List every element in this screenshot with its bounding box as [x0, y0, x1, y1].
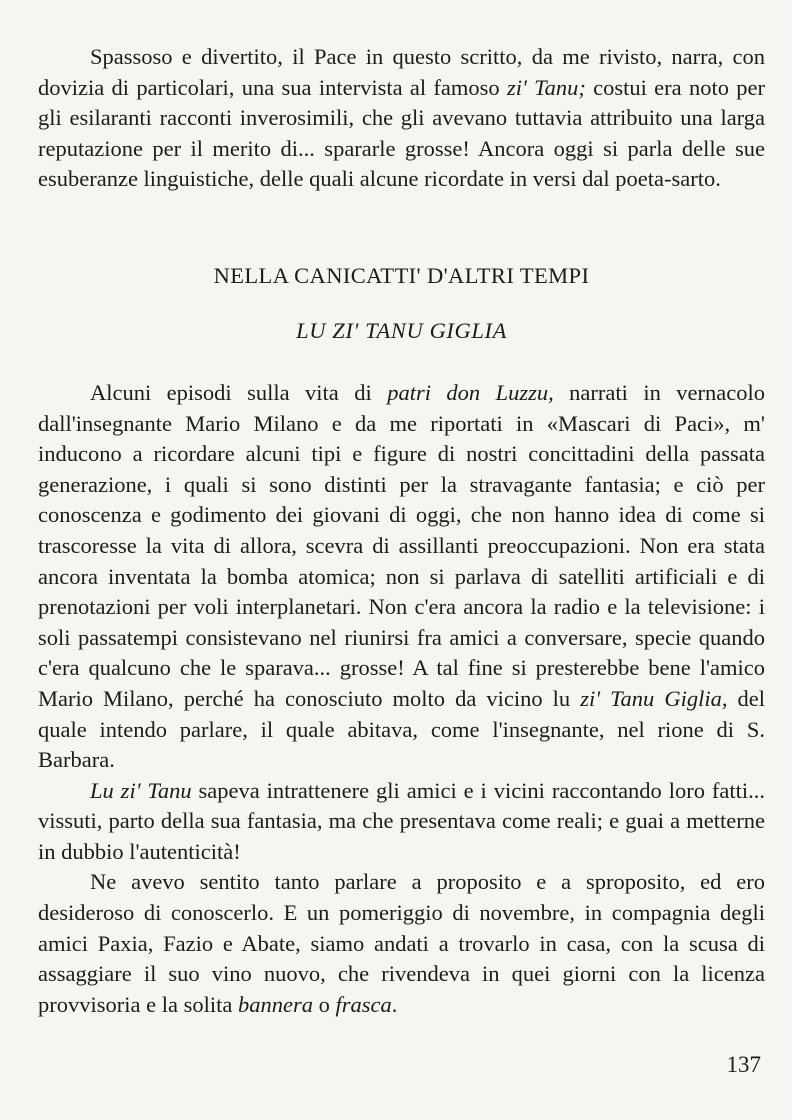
- paragraph-1: [38, 378, 765, 776]
- intro-name-italic: zi' Tanu;: [506, 74, 586, 100]
- p1-text-2: narrati in vernacolo dall'insegnante Mario Milano e da me riportati in «Mascari di Paci», m' inducono a ricordare alcuni tipi e figure di nostri concittadini della passata generazione, i quali si sono distinti per la stravagante fantasia; e ciò per conoscenza e godimento dei giovani di oggi, che non hanno idea di come si trascoresse la vita di allora, scevra di assillanti preoccupazioni. Non era stata ancora inventata la bomba atomica; non si parlava di satelliti artificiali e di prenotazioni per voli interplanetari. Non c'era ancora la radio e la televisione: i soli passatempi consistevano nel riunirsi fra amici a conversare, specie quando c'era qualcuno che le sparava... grosse! A tal fine si presterebbe bene l'amico Mario Milano, perché ha conosciuto molto da vicino lu: [38, 379, 765, 711]
- p2-text-1: sapeva intrattenere gli amici e i vicini raccontando loro fatti... vissuti, parto della sua fantasia, ma che presentava come reali; e guai a metterne in dubbio l'autenticità!: [38, 777, 765, 864]
- section-heading: NELLA CANICATTI' D'ALTRI TEMPI: [213, 262, 590, 288]
- p2-italic-1: Lu zi' Tanu: [90, 777, 192, 803]
- intro-text-1: Spassoso e divertito, il Pace in questo scritto, da me rivisto, narra, con dovizia di particolari, una sua intervista al famoso: [38, 44, 765, 100]
- paragraph-2: [38, 776, 765, 868]
- intro-paragraph: [38, 42, 765, 195]
- p3-text-3: .: [391, 991, 398, 1017]
- p1-text-1: Alcuni episodi sulla vita di: [90, 379, 388, 405]
- p1-italic-2: zi' Tanu Giglia,: [580, 685, 728, 711]
- p1-italic-1: patri don Luzzu,: [387, 379, 554, 405]
- p3-italic-1: bannera: [237, 991, 313, 1017]
- intro-text-2: costui era noto per gli esilaranti racconti inverosimili, che gli avevano tuttavia attribuito una larga reputazione per il merito di... spararle grosse! Ancora oggi si parla delle sue esuberanze linguistiche, delle quali alcune ricordate in versi dal poeta-sarto.: [38, 74, 765, 192]
- section-subheading: LU ZI' TANU GIGLIA: [296, 317, 507, 343]
- p3-text-1: Ne avevo sentito tanto parlare a proposito e a sproposito, ed ero desideroso di conoscerlo. E un pomeriggio di novembre, in compagnia degli amici Paxia, Fazio e Abate, siamo andati a trovarlo in casa, con la scusa di assaggiare il suo vino nuovo, che rivendeva in quei giorni con la licenza provvisoria e la solita: [38, 869, 765, 1017]
- p3-italic-2: frasca: [335, 991, 392, 1017]
- page-body: [38, 42, 765, 1020]
- p1-text-3: del quale intendo parlare, il quale abitava, come l'insegnante, nel rione di S. Barbara.: [38, 685, 765, 773]
- paragraph-3: [38, 867, 765, 1020]
- page-number: 137: [726, 1052, 761, 1077]
- p3-text-2: o: [312, 991, 336, 1017]
